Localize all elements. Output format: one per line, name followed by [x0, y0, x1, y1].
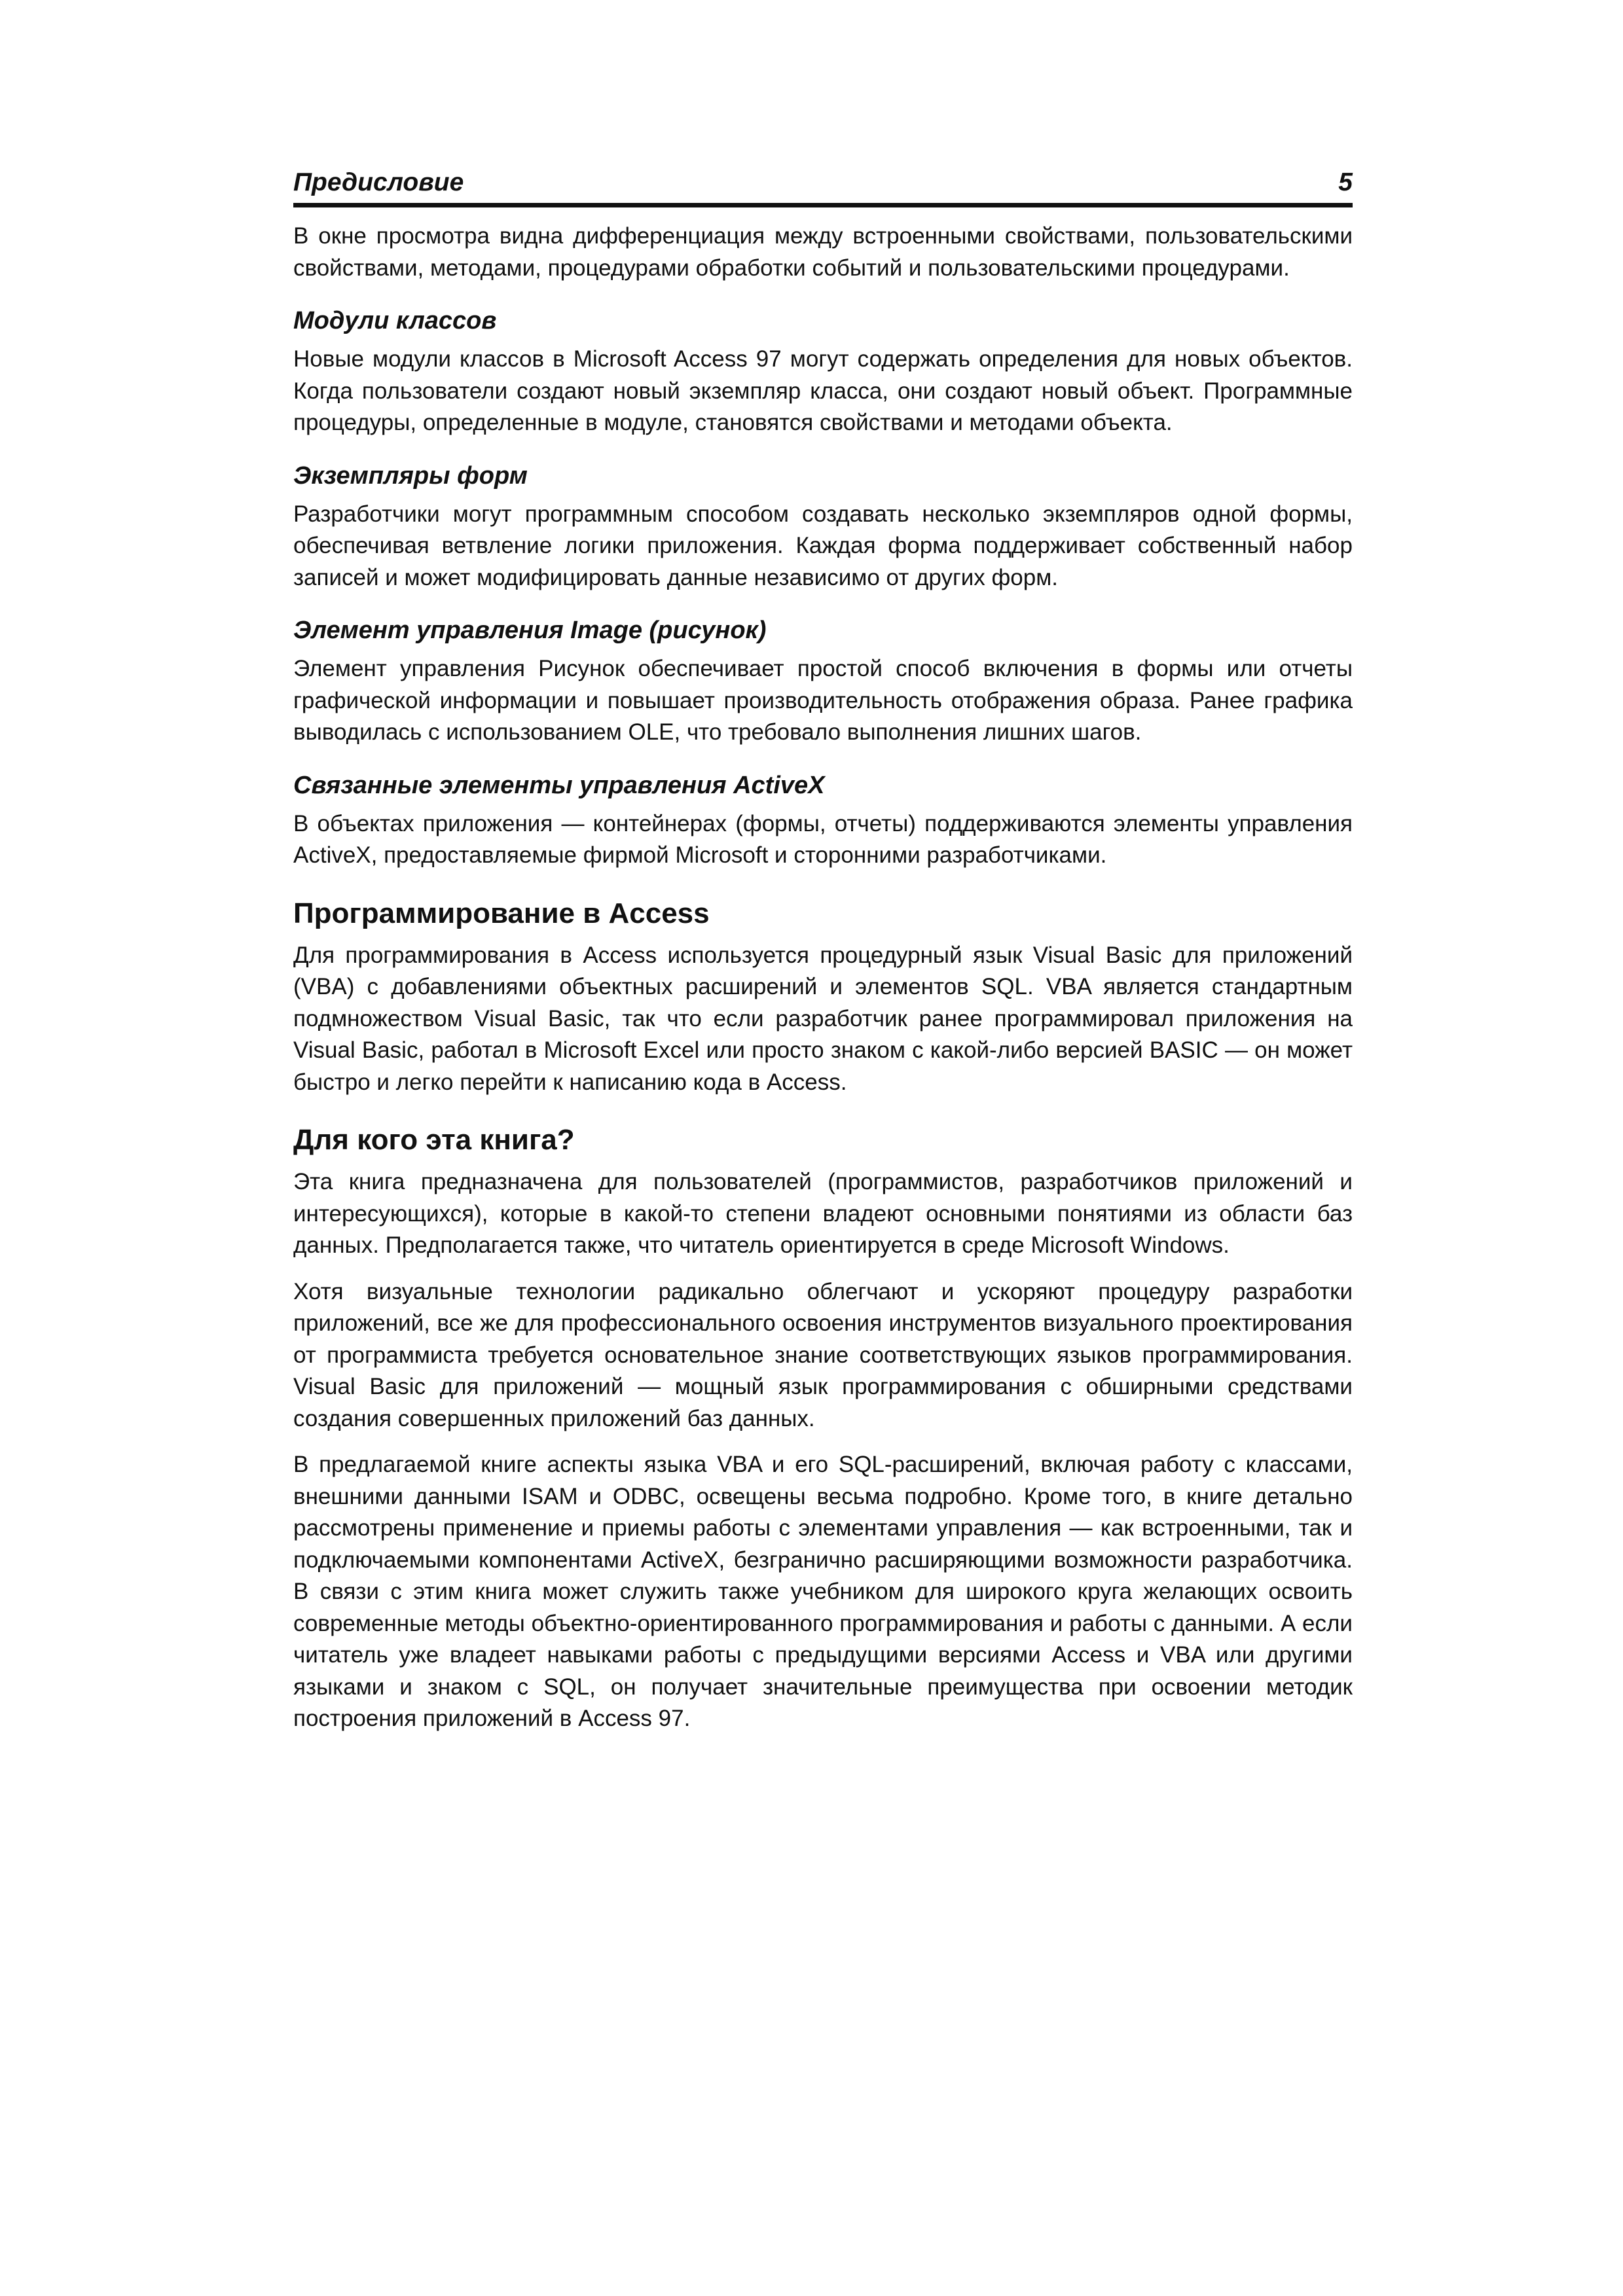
heading-audience: Для кого эта книга? [293, 1124, 575, 1156]
page [293, 168, 1353, 1735]
section-paragraph-form-instances: Разработчики могут программным способом создавать несколько экземпляров одной формы, обеспечивая ветвление логики приложения. Каждая форма поддерживает собственный набор записей и может модифицировать данные независимо от других форм. [293, 501, 1353, 590]
section-heading-form-instances: Экземпляры форм [293, 461, 528, 490]
running-header [293, 168, 1353, 207]
section-paragraph-activex: В объектах приложения — контейнерах (формы, отчеты) поддерживаются элементы управления ActiveX, предоставляемые фирмой Microsoft и сторонними разработчиками. [293, 810, 1353, 868]
section-heading-image-control: Элемент управления Image (рисунок) [293, 617, 767, 644]
paragraph-audience-2: Хотя визуальные технологии радикально облегчают и ускоряют процедуру разработки приложений, все же для профессионального освоения инструментов визуального проектирования от программиста требуется основательное знание соответствующих языков программирования. Visual Basic для приложений — мощный язык программирования с обширными средствами создания совершенных приложений баз данных. [293, 1278, 1353, 1431]
heading-programming-in-access: Программирование в Access [293, 897, 710, 929]
paragraph-audience-3: В предлагаемой книге аспекты языка VBA и его SQL-расширений, включая работу с классами, внешними данными ISAM и ODBC, освещены весьма подробно. Кроме того, в книге детально рассмотрены применение и приемы работы с элементами управления — как встроенными, так и подключаемыми компонентами ActiveX, безгранично расширяющими возможности разработчика. В связи с этим книга может служить также учебником для широкого круга желающих освоить современные методы объектно-ориентированного программирования и работы с данными. А если читатель уже владеет навыками работы с предыдущими версиями Access и VBA или другими языками и знаком с SQL, он получает значительные преимущества при освоении методик построения приложений в Access 97. [293, 1452, 1353, 1731]
section-paragraph-image-control: Элемент управления Рисунок обеспечивает простой способ включения в формы или отчеты графической информации и повышает производительность отображения образа. Ранее графика выводилась с использованием OLE, что требовало выполнения лишних шагов. [293, 656, 1353, 745]
section-paragraph-class-modules: Новые модули классов в Microsoft Access 97 могут содержать определения для новых объектов. Когда пользователи создают новый экземпляр класса, они создают новый объект. Программные процедуры, определенные в модуле, становятся свойствами и методами объекта. [293, 346, 1353, 435]
section-heading-activex: Связанные элементы управления ActiveX [293, 771, 825, 799]
page-number: 5 [1338, 168, 1353, 196]
section-heading-class-modules: Модули классов [293, 307, 497, 334]
paragraph-programming-in-access: Для программирования в Access используется процедурный язык Visual Basic для приложений (VBA) с добавлениями объектных расширений и элементов SQL. VBA является стандартным подмножеством Visual Basic, так что если разработчик ранее программировал приложения на Visual Basic, работал в Microsoft Excel или просто знаком с какой-либо версией BASIC — он может быстро и легко перейти к написанию кода в Access. [293, 942, 1353, 1095]
paragraph-audience-1: Эта книга предназначена для пользователей (программистов, разработчиков приложений и интересующихся), которые в какой-то степени владеют основными понятиями из области баз данных. Предполагается также, что читатель ориентируется в среде Microsoft Windows. [293, 1169, 1353, 1258]
intro-paragraph: В окне просмотра видна дифференциация между встроенными свойствами, пользовательскими свойствами, методами, процедурами обработки событий и пользовательскими процедурами. [293, 223, 1353, 281]
running-header-title: Предисловие [293, 168, 464, 196]
